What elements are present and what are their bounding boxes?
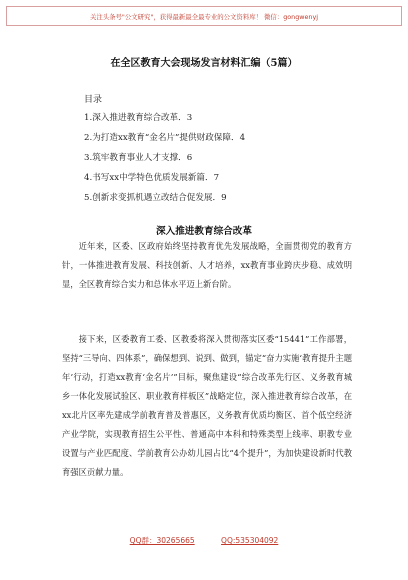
contact-footer — [0, 535, 408, 546]
promo-banner-text: 关注头条号"公文研究"，获得最新最全最专业的公文资料库！ 微信：gongwenyj — [89, 12, 319, 21]
toc-heading: 目录 — [84, 95, 103, 105]
toc-item[interactable]: 2.为打造xx教育“金名片”提供财政保障．4 — [84, 133, 246, 143]
qq-contact-link[interactable]: QQ:535304092 — [221, 536, 279, 545]
body-paragraph: 接下来，区委教育工委、区教委将深入贯彻落实区委“15441”工作部署，坚持“三导向、四体系”，确保想到、说到、做到，锚定“奋力实施‘教育提升主题年’行动，打造xx教育‘金名片’”目标，聚焦建设“综合改革先行区、义务教育城乡一体化发展试验区、职业教育样板区”战略定位，深入推进教育综合改革，在xx北片区率先建成学前教育普及普惠区，义务教育优质均衡区、首个低空经济产业学院，实现教育招生公平性、普通高中本科和特殊类型上线率、职教专业设置与产业匹配度、学前教育公办幼儿园占比“4个提升”，为加快建设新时代教育强区贡献力量。 — [62, 334, 352, 477]
toc-item[interactable]: 5.创新求变抓机遇立改结合促发展．9 — [84, 193, 227, 203]
toc-item[interactable]: 4.书写xx中学特色优质发展新篇．7 — [84, 173, 220, 183]
section-title: 深入推进教育综合改革 — [156, 226, 252, 237]
toc-item[interactable]: 1.深入推进教育综合改革．3 — [84, 113, 193, 123]
body-paragraph: 近年来，区委、区政府始终坚持教育优先发展战略，全面贯彻党的教育方针，一体推进教育发展、科技创新、人才培养，xx教育事业跨庆步稳、成效明显，全区教育综合实力和总体水平迈上新台阶。 — [62, 241, 352, 289]
toc-item[interactable]: 3.筑牢教育事业人才支撑．6 — [84, 153, 193, 163]
qq-group-link[interactable]: QQ群：30265665 — [129, 536, 195, 545]
table-of-contents — [84, 108, 384, 208]
promo-banner — [6, 6, 402, 26]
document-title: 在全区教育大会现场发言材料汇编（5篇） — [110, 58, 298, 69]
